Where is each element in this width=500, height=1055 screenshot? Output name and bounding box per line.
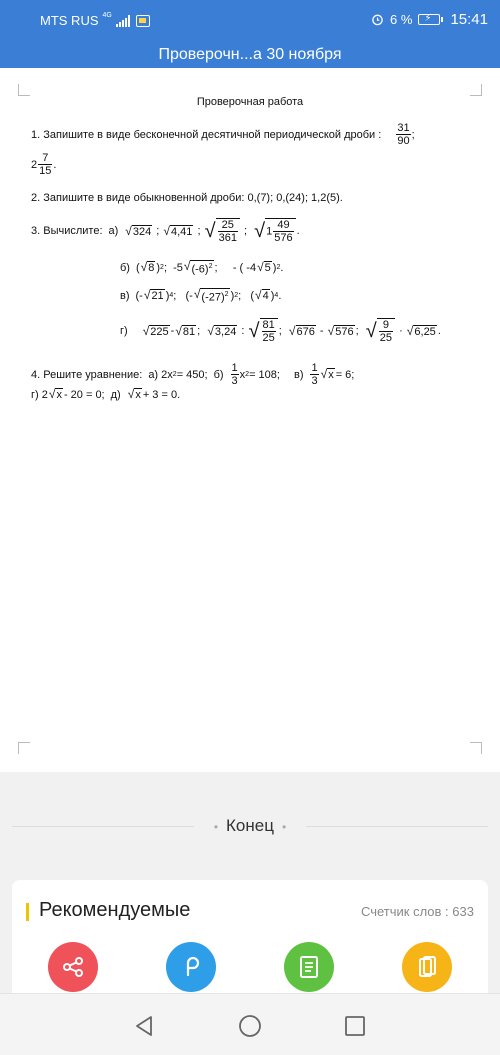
separator: ; [411, 128, 415, 141]
denominator: 25 [262, 332, 275, 344]
numerator: 1 [311, 362, 318, 374]
worksheet-title: Проверочная работа [196, 96, 304, 108]
exponent: 4 [169, 292, 174, 300]
eq-d-end: + 3 = 0. [142, 388, 181, 401]
task-3b: б) ( √ 8 ) 2 ; -5 √ $(-6)^2$ ; - ( -4 √ 5 ) 2 . [120, 259, 284, 276]
task-4-cont [31, 388, 180, 401]
square-root: √ 4 [255, 288, 269, 303]
item-label: д) [110, 388, 121, 401]
recent-apps-icon [344, 1015, 366, 1037]
task-3-label: 3. Вычислите: [31, 225, 103, 237]
exponent: 2 [276, 264, 281, 272]
item-label: г) [120, 325, 128, 337]
denominator: 3 [311, 375, 318, 387]
eq-a-rest: = 450; [176, 368, 208, 381]
clipboard-button[interactable] [402, 942, 452, 992]
radicand: 3,24 [214, 325, 237, 338]
exponent: 2 [245, 371, 250, 378]
radicand: 6,25 [414, 325, 436, 338]
system-navigation-bar [0, 993, 500, 1055]
square-root: √ $(-27)^2$ [193, 287, 229, 304]
fraction [310, 362, 318, 387]
square-root: √ 1 $\frac{49}{576}$ [254, 218, 295, 244]
home-icon [238, 1014, 262, 1038]
end-marker: • Конец • [0, 812, 500, 842]
eq-v-end: = 6; [335, 368, 355, 381]
item-label: б) [213, 368, 224, 381]
square-root: √ 5 [257, 260, 271, 275]
radicand: x [135, 389, 141, 401]
item-label: в) [120, 289, 130, 302]
radicand: 21 [151, 290, 164, 303]
radicand: (-6) [191, 263, 209, 276]
page-corner-mark [18, 84, 30, 96]
radicand: 676 [296, 325, 315, 338]
radicand: 4 [262, 290, 269, 303]
word-count-label: Счетчик слов : [360, 904, 449, 919]
radicand: 5 [264, 262, 271, 275]
signal-icon [116, 15, 130, 27]
denominator: 90 [397, 135, 410, 147]
alarm-icon [371, 13, 384, 26]
denominator: 3 [231, 375, 238, 387]
radicand: 8 [148, 262, 155, 275]
task-2 [31, 192, 343, 204]
task-3v: в) (- √ 21 ) 4 ; (- √ $(-27)^2$ ) 2 ; ( √ 4 ) 4 . [120, 287, 282, 304]
numerator: 81 [262, 319, 275, 331]
square-root: √ $\frac{9}{25}$ [366, 318, 395, 344]
notification-app-icon [136, 15, 150, 27]
square-root: √ 3,24 [207, 323, 237, 338]
task-1-cont [31, 152, 56, 177]
fraction [38, 152, 52, 177]
exponent: 2 [234, 292, 239, 300]
square-root: √ $(-6)^2$ [183, 259, 213, 276]
page-corner-mark [18, 742, 30, 754]
eq-a: а) 2x [148, 368, 173, 381]
square-root: √ $\frac{25}{361}$ [205, 218, 240, 244]
square-root: √ 576 [327, 323, 354, 338]
exponent: 2 [160, 264, 164, 272]
numerator: 7 [42, 152, 49, 164]
square-root: √ 81 [175, 323, 196, 338]
network-type: 4G [102, 12, 112, 19]
document-page [0, 68, 500, 772]
square-root: √ x [320, 367, 334, 381]
radicand: (-27) [201, 291, 225, 304]
clock: 15:41 [450, 11, 488, 28]
radicand: 225 [150, 325, 169, 338]
square-root: √ 324 [125, 223, 152, 238]
status-left [40, 13, 150, 28]
recent-apps-button[interactable] [343, 1014, 367, 1038]
status-bar [0, 0, 500, 42]
page-corner-mark [470, 742, 482, 754]
item-label: г) 2 [31, 388, 48, 401]
denominator: 15 [39, 165, 52, 177]
fraction [231, 362, 239, 387]
eq-g-end: - 20 = 0; [63, 388, 105, 401]
home-button[interactable] [238, 1014, 262, 1038]
status-right [371, 11, 488, 28]
whole-part: 2 [31, 158, 38, 171]
document-title-bar[interactable]: Проверочн...а 30 ноября [0, 42, 500, 68]
numerator: 31 [397, 122, 410, 134]
item-label: б) [120, 261, 130, 274]
battery-percent: 6 % [390, 12, 413, 27]
clipboard-icon [416, 955, 438, 979]
share-button[interactable] [48, 942, 98, 992]
eq-b-end: = 108; [249, 368, 280, 381]
exponent: 2 [172, 371, 177, 378]
word-count-value: 633 [452, 904, 474, 919]
numerator: 25 [221, 219, 234, 231]
task-3a: 3. Вычислите: а) √ 324 ; √ 4,41 ; √ $\frac{25}{361}$ ; √ 1 $\frac{49}{576}$ . [31, 219, 300, 244]
denominator: 576 [274, 232, 293, 244]
radicand: x [56, 389, 62, 401]
exponent: 2 [224, 291, 229, 298]
radicand: x [328, 369, 334, 381]
section-accent [26, 903, 29, 921]
square-root: √ 8 [140, 260, 155, 275]
denominator: 25 [379, 332, 393, 344]
square-root: √ 4,41 [163, 223, 193, 238]
square-root: √ 21 [143, 288, 164, 303]
task-3g: г) √ 225 - √ 81 ; √ 3,24 : √ $\frac{81}{25}$ ; √ 676 - √ 576 ; √ $\frac{9}{25}$ · √ 6,25 . [120, 319, 441, 344]
whole-part: 1 [266, 225, 273, 238]
square-root: √ x [48, 387, 62, 401]
task-4-label: 4. Решите уравнение: [31, 368, 143, 381]
square-root: √ 6,25 [406, 323, 436, 338]
item-label: а) [108, 225, 119, 237]
recommended-title: Рекомендуемые [39, 899, 191, 921]
fraction [396, 122, 410, 147]
task-1 [31, 122, 415, 147]
square-root: √ 676 [288, 323, 315, 338]
word-count [361, 904, 474, 919]
radicand: 324 [132, 225, 152, 238]
numerator: 1 [231, 362, 238, 374]
end-label: Конец [226, 816, 274, 835]
variable: x [239, 368, 246, 381]
back-icon [133, 1014, 155, 1038]
apps-icon [179, 955, 203, 979]
exponent: 2 [208, 263, 213, 270]
numerator: 49 [277, 219, 290, 231]
numerator: 9 [382, 319, 389, 331]
square-root: √ x [127, 387, 141, 401]
radicand: 576 [335, 325, 354, 338]
share-icon [61, 955, 85, 979]
denominator: 361 [218, 232, 237, 244]
task-1-text: 1. Запишите в виде бесконечной десятичной периодической дроби : [31, 128, 382, 141]
battery-charging-icon: ⚡ [418, 14, 440, 25]
radicand: 81 [182, 325, 196, 338]
carrier-name: MTS RUS [40, 13, 99, 28]
document-icon [298, 955, 320, 979]
radicand: 4,41 [171, 225, 193, 238]
apps-button[interactable] [166, 942, 216, 992]
exponent: 4 [274, 292, 279, 300]
document-button[interactable] [284, 942, 334, 992]
square-root: √ 225 [142, 323, 169, 338]
end-mark: . [53, 158, 57, 171]
item-label: в) [293, 368, 304, 381]
square-root: √ $\frac{81}{25}$ [249, 318, 278, 344]
back-button[interactable] [132, 1014, 156, 1038]
task-2-text: 2. Запишите в виде обыкновенной дроби: 0,(7); 0,(24); 1,2(5). [31, 192, 343, 204]
page-corner-mark [470, 84, 482, 96]
task-4 [31, 362, 354, 387]
recommended-card [12, 880, 488, 993]
